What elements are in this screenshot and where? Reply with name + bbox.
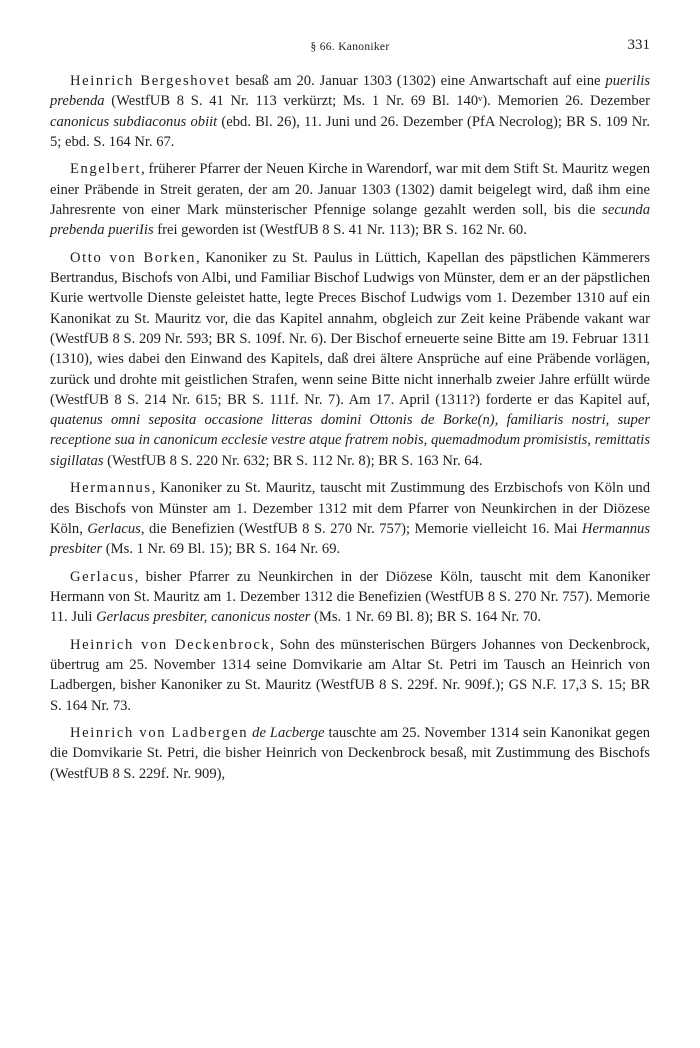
entry-name: Heinrich von Ladbergen <box>70 725 249 742</box>
entry-text: frei geworden ist (WestfUB 8 S. 41 Nr. 113); BR S. 162 Nr. 60. <box>153 222 527 239</box>
latin-quote: secunda prebenda pueriIis <box>50 201 650 239</box>
entry-text: , Kanoniker zu St. Paulus in Lüttich, Kapellan des päpstlichen Kämmerers Bertrandus, Bischofs von Albi, und Familiar Bischof Ludwigs von Münster, dem er an der päpstlichen Kurie wertvolle Dienste geleistet hatte, legte Preces Bischof Ludwigs vom 1. Dezember 1310 auf ein Kanonikat zu St. Mauritz vor, die das Kapitel annahm, obgleich zur Zeit keine Präbende vakant war (WestfUB 8 S. 209 Nr. 593; BR S. 109f. Nr. 6). Der Bischof erneuerte seine Bitte am 19. Februar 1311 (1310), wies dabei den Einwand des Kapitels, daß drei ältere Ansprüche auf eine Präbende vorlägen, zurück und drohte mit geistlichen Strafen, wenn seine Bitte nicht innerhalb zweier Jahre erfüllt würde (WestfUB 8 S. 214 Nr. 615; BR S. 111f. Nr. 7). Am 17. April (1311?) forderte er das Kapitel auf, <box>50 249 650 408</box>
entry-text: , früherer Pfarrer der Neuen Kirche in Warendorf, war mit dem Stift St. Mauritz wegen einer Präbende in Streit geraten, der am 20. Januar 1303 (1302) damit beigelegt wird, daß ihm eine Jahresrente von einer Mark münsterischer Pfennige solange gezahlt werden soll, bis die <box>50 161 650 218</box>
entry-paragraph <box>50 71 650 152</box>
entry-text: (Ms. 1 Nr. 69 Bl. 8); BR S. 164 Nr. 70. <box>310 609 542 626</box>
entry-name: Heinrich Bergeshovet <box>70 73 231 89</box>
entry-text: (WestfUB 8 S. 41 Nr. 113 verkürzt; Ms. 1 Nr. 69 Bl. 140ᵛ). Memorien 26. Dezember <box>104 93 650 110</box>
latin-quote: Gerlacus presbiter, canonicus noster <box>96 609 311 626</box>
section-title: § 66. Kanoniker <box>310 41 390 53</box>
entry-paragraph <box>50 159 650 240</box>
entry-name: Engelbert <box>70 161 142 178</box>
entry-text: besaß am 20. Januar 1303 (1302) eine Anwartschaft auf eine <box>230 73 606 89</box>
latin-quote: canonicus subdiaconus obiit <box>50 113 218 130</box>
entry-text: tauschte am 25. November 1314 sein Kanonikat gegen die Domvikarie St. Petri, die bisher Heinrich von Deckenbrock besaß, mit Zustimmung des Bischofs (WestfUB 8 S. 229f. Nr. 909), <box>50 725 650 782</box>
entry-paragraph <box>50 723 650 784</box>
entry-name: Gerlacus <box>70 568 135 585</box>
entry-text: , bisher Pfarrer zu Neunkirchen in der Diözese Köln, tauscht mit dem Kanoniker Hermann von St. Mauritz am 1. Dezember 1312 die Benefizien (WestfUB 8 S. 270 Nr. 757). Memorie 11. Juli <box>50 568 650 626</box>
entry-text: , Kanoniker zu St. Mauritz, tauscht mit Zustimmung des Erzbischofs von Köln und des Bischofs von Münster am 1. Dezember 1312 mit dem Pfarrer von Neunkirchen in der Diözese Köln, <box>50 480 650 537</box>
body-text <box>50 71 650 791</box>
entry-text: (Ms. 1 Nr. 69 Bl. 15); BR S. 164 Nr. 69. <box>102 541 341 558</box>
running-head <box>50 37 650 59</box>
latin-quote: quatenus omni seposita occasione litteras domini Ottonis de Borke(n), familiaris nostri, super receptione sua in canonicum ecclesie vestre atque fratrem nobis, quemadmodum promisistis, remittatis sigillatas <box>50 412 651 469</box>
entry-text: , Sohn des münsterischen Bürgers Johannes von Deckenbrock, übertrug am 25. November 1314 seine Domvikarie am Altar St. Petri im Tausch an Heinrich von Ladbergen, bisher Kanoniker zu St. Mauritz (WestfUB 8 S. 229f. Nr. 909f.); GS N.F. 17,3 S. 15; BR S. 164 Nr. 73. <box>50 636 650 714</box>
entry-text: , die Benefizien (WestfUB 8 S. 270 Nr. 757); Memorie vielleicht 16. Mai <box>140 520 582 537</box>
entry-paragraph <box>50 567 650 628</box>
latin-quote: de Lacberge <box>252 725 325 742</box>
page-number: 331 <box>627 37 650 53</box>
entry-paragraph <box>50 478 650 559</box>
latin-quote: Gerlacus <box>87 520 141 537</box>
entry-text: (ebd. Bl. 26), 11. Juni und 26. Dezember (PfA Necrolog); BR S. 109 Nr. 5; ebd. S. 164 Nr. 67. <box>50 113 650 150</box>
latin-quote: puerilis prebenda <box>50 73 650 110</box>
entry-name: Heinrich von Deckenbrock <box>70 636 271 653</box>
entry-paragraph <box>50 635 650 716</box>
entry-paragraph <box>50 248 650 471</box>
entry-text: (WestfUB 8 S. 220 Nr. 632; BR S. 112 Nr. 8); BR S. 163 Nr. 64. <box>103 452 483 469</box>
latin-quote: Hermannus presbiter <box>50 520 651 558</box>
entry-name: Otto von Borken <box>70 249 197 266</box>
entry-name: Hermannus <box>70 480 152 497</box>
